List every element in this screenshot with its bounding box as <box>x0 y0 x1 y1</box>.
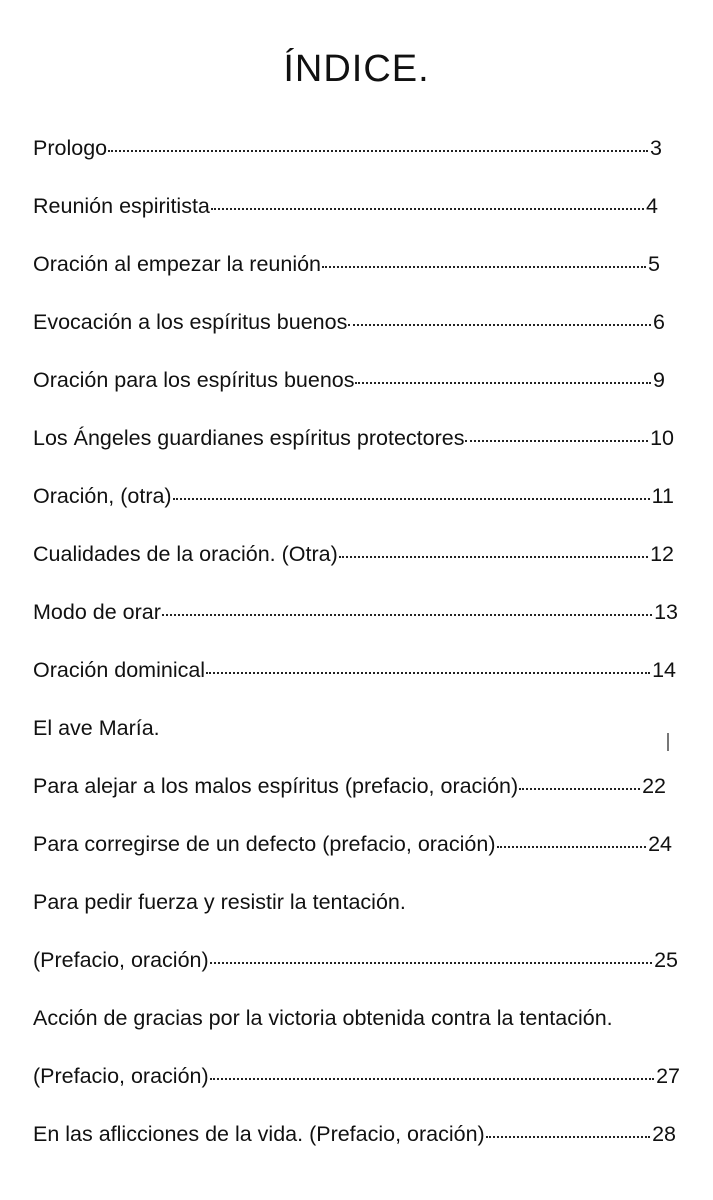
dot-leader <box>497 846 647 848</box>
toc-entry <box>33 479 674 513</box>
toc-entry <box>33 769 666 803</box>
toc-entry-label: Oración, (otra) <box>33 484 172 508</box>
dot-leader <box>211 208 644 210</box>
toc-entry-label: Prologo <box>33 136 108 160</box>
page-title: ÍNDICE. <box>283 48 430 90</box>
toc-entry-page: 28 <box>652 1122 676 1146</box>
dot-leader <box>210 1078 654 1080</box>
toc-entry <box>33 1059 680 1093</box>
toc-entry <box>33 1117 676 1151</box>
toc-entry <box>33 595 678 629</box>
toc-entry-label: Para alejar a los malos espíritus (prefacio, oración) <box>33 774 519 798</box>
toc-entry-label: En las aflicciones de la vida. (Prefacio, oración) <box>33 1122 485 1146</box>
toc-entry-page: 5 <box>648 252 660 276</box>
toc-entry-page: 22 <box>642 774 666 798</box>
toc-entry-label: Acción de gracias por la victoria obtenida contra la tentación. <box>33 1006 613 1030</box>
toc-entry-page: 9 <box>653 368 665 392</box>
toc-entry-label: El ave María. <box>33 716 160 740</box>
toc-entry-label: Cualidades de la oración. (Otra) <box>33 542 338 566</box>
toc-entry-page: 4 <box>646 194 658 218</box>
toc-entry-page: 12 <box>650 542 674 566</box>
dot-leader <box>162 614 652 616</box>
toc-entry <box>33 711 433 745</box>
dot-leader <box>322 266 646 268</box>
toc-entry-page: 6 <box>653 310 665 334</box>
toc-entry-label: (Prefacio, oración) <box>33 948 209 972</box>
toc-entry-label: Evocación a los espíritus buenos <box>33 310 348 334</box>
toc-entry-label: Los Ángeles guardianes espíritus protectores <box>33 426 465 450</box>
toc-entry-label: Oración para los espíritus buenos <box>33 368 355 392</box>
toc-entry <box>33 305 665 339</box>
dot-leader <box>465 440 648 442</box>
toc-entry-label: (Prefacio, oración) <box>33 1064 209 1088</box>
toc-entry <box>33 363 665 397</box>
toc-entry-page: 24 <box>648 832 672 856</box>
toc-entry-page: 10 <box>650 426 674 450</box>
dot-leader <box>519 788 640 790</box>
dot-leader <box>210 962 652 964</box>
dot-leader <box>206 672 650 674</box>
toc-entry <box>33 653 676 687</box>
dot-leader <box>339 556 648 558</box>
dot-leader <box>108 150 648 152</box>
dot-leader <box>355 382 651 384</box>
dot-leader <box>486 1136 650 1138</box>
scan-mark <box>667 733 669 751</box>
toc-entry <box>33 537 674 571</box>
toc-entry-page: 11 <box>651 484 674 508</box>
toc-entry-label: Modo de orar <box>33 600 161 624</box>
toc-entry-label: Oración al empezar la reunión <box>33 252 322 276</box>
toc-entry-page: 3 <box>650 136 662 160</box>
toc-entry-page: 25 <box>654 948 678 972</box>
toc-entry-label: Reunión espiritista <box>33 194 210 218</box>
toc-entry <box>33 1001 705 1035</box>
toc-entry <box>33 885 593 919</box>
toc-entry-label: Para pedir fuerza y resistir la tentación. <box>33 890 406 914</box>
toc-entry-label: Para corregirse de un defecto (prefacio, oración) <box>33 832 496 856</box>
dot-leader <box>348 324 651 326</box>
toc-entry <box>33 131 662 165</box>
toc-entry-label: Oración dominical <box>33 658 206 682</box>
toc-entry <box>33 247 660 281</box>
toc-entry-page: 27 <box>656 1064 680 1088</box>
toc-entry <box>33 189 658 223</box>
dot-leader <box>173 498 650 500</box>
toc-entry-page: 14 <box>652 658 676 682</box>
toc-entry <box>33 827 672 861</box>
toc-entry-page: 13 <box>654 600 678 624</box>
toc-entry <box>33 943 678 977</box>
toc-entry <box>33 421 674 455</box>
